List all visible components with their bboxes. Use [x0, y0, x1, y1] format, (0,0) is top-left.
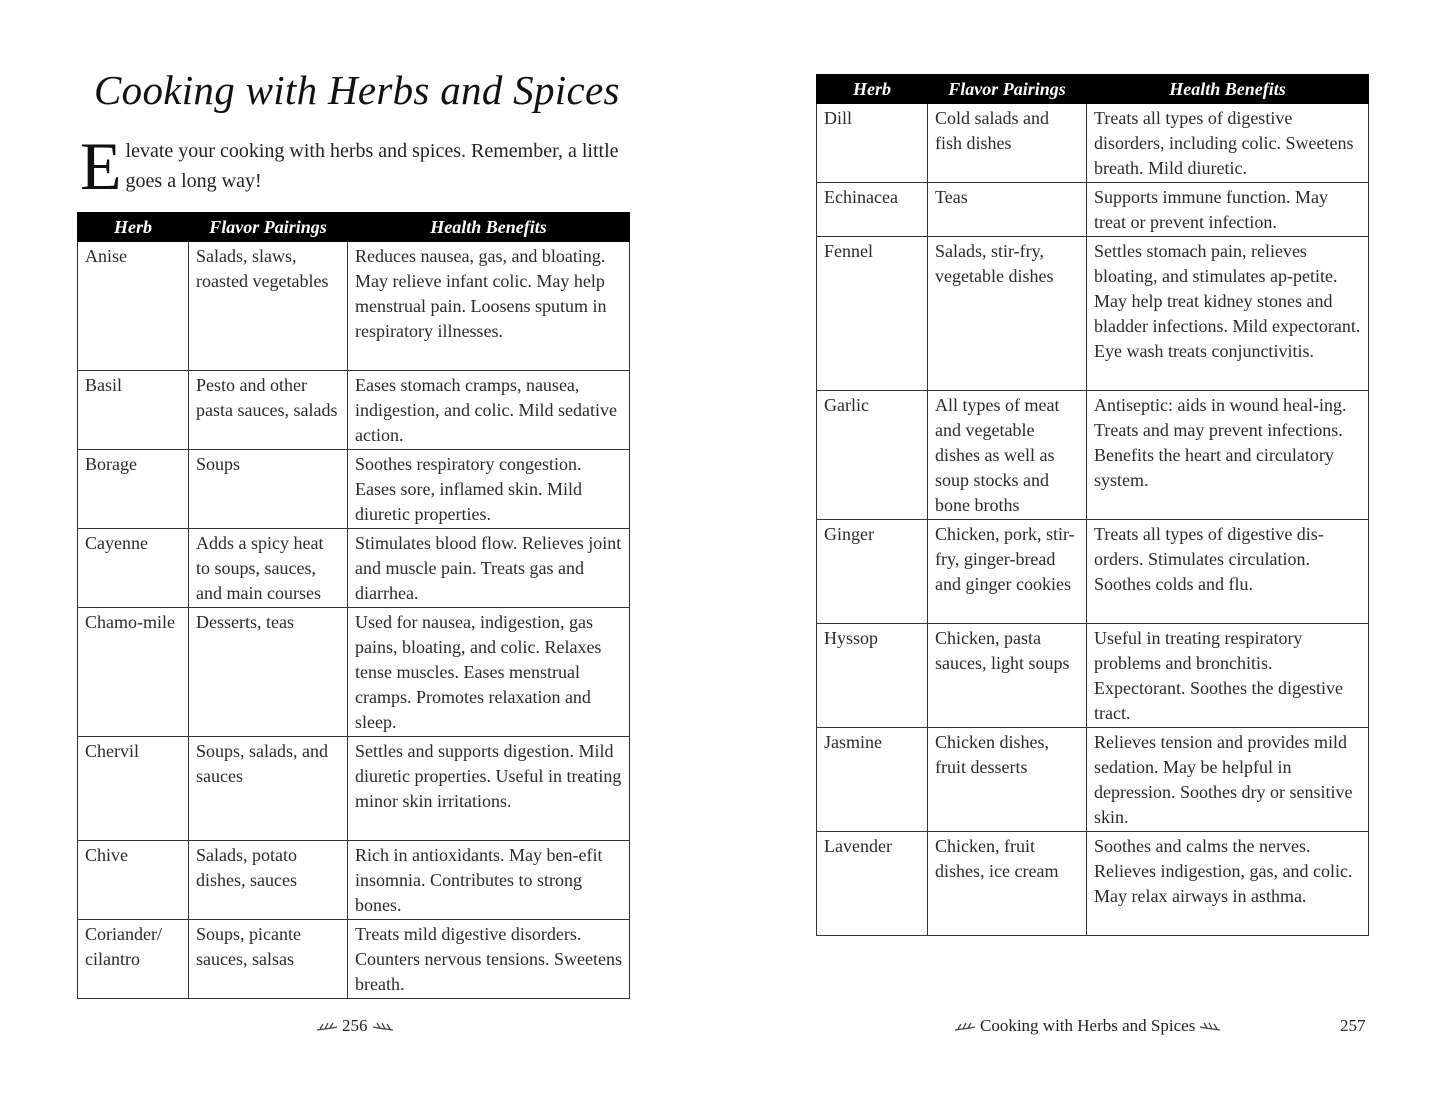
right-page [722, 0, 1445, 1101]
herb-name: Dill [817, 104, 928, 183]
flavor-pairings: Chicken, pasta sauces, light soups [928, 624, 1087, 728]
left-page [0, 0, 722, 1101]
health-benefits: Treats mild digestive disorders. Counters nervous tensions. Sweetens breath. [348, 920, 630, 999]
flavor-pairings: Salads, slaws, roasted vegetables [189, 242, 348, 371]
table-row [817, 728, 1369, 832]
leaf-ornament-icon [954, 1020, 976, 1032]
leaf-ornament-icon [316, 1020, 338, 1032]
page-number: 256 [342, 1016, 368, 1035]
herb-name: Cayenne [78, 529, 189, 608]
herb-name: Echinacea [817, 183, 928, 237]
header-flavor-pairings: Flavor Pairings [928, 75, 1087, 104]
health-benefits: Treats all types of digestive disorders, including colic. Sweetens breath. Mild diuretic. [1087, 104, 1369, 183]
health-benefits: Rich in antioxidants. May ben-efit insomnia. Contributes to strong bones. [348, 841, 630, 920]
flavor-pairings: Pesto and other pasta sauces, salads [189, 371, 348, 450]
table-row [78, 371, 630, 450]
header-health-benefits: Health Benefits [348, 213, 630, 242]
table-row [817, 237, 1369, 391]
table-header-row [817, 75, 1369, 104]
page-number: 257 [1340, 1016, 1366, 1035]
flavor-pairings: Cold salads and fish dishes [928, 104, 1087, 183]
health-benefits: Supports immune function. May treat or prevent infection. [1087, 183, 1369, 237]
herb-table-right [816, 74, 1369, 936]
table-row [78, 450, 630, 529]
flavor-pairings: Soups, picante sauces, salsas [189, 920, 348, 999]
health-benefits: Relieves tension and provides mild sedation. May be helpful in depression. Soothes dry or sensitive skin. [1087, 728, 1369, 832]
table-row [817, 183, 1369, 237]
page-title: Cooking with Herbs and Spices [94, 67, 620, 113]
table-row [817, 104, 1369, 183]
intro-paragraph [80, 128, 640, 204]
flavor-pairings: Adds a spicy heat to soups, sauces, and main courses [189, 529, 348, 608]
health-benefits: Settles stomach pain, relieves bloating, and stimulates ap-petite. May help treat kidney stones and bladder infections. Mild expectorant. Eye wash treats conjunctivitis. [1087, 237, 1369, 391]
drop-cap: E [80, 128, 122, 204]
header-herb: Herb [817, 75, 928, 104]
flavor-pairings: Soups, salads, and sauces [189, 737, 348, 841]
table-row [817, 624, 1369, 728]
health-benefits: Treats all types of digestive dis-orders. Stimulates circulation. Soothes colds and flu. [1087, 520, 1369, 624]
flavor-pairings: Chicken, fruit dishes, ice cream [928, 832, 1087, 936]
flavor-pairings: Salads, stir-fry, vegetable dishes [928, 237, 1087, 391]
health-benefits: Useful in treating respiratory problems and bronchitis. Expectorant. Soothes the digestive tract. [1087, 624, 1369, 728]
herb-name: Chive [78, 841, 189, 920]
health-benefits: Used for nausea, indigestion, gas pains, bloating, and colic. Relaxes tense muscles. Eases menstrual cramps. Promotes relaxation and sleep. [348, 608, 630, 737]
health-benefits: Stimulates blood flow. Relieves joint and muscle pain. Treats gas and diarrhea. [348, 529, 630, 608]
table-row [78, 242, 630, 371]
flavor-pairings: Soups [189, 450, 348, 529]
herb-name: Ginger [817, 520, 928, 624]
table-header-row [78, 213, 630, 242]
table-row [78, 529, 630, 608]
page-footer-left [316, 1016, 394, 1036]
flavor-pairings: Chicken, pork, stir-fry, ginger-bread and ginger cookies [928, 520, 1087, 624]
flavor-pairings: Teas [928, 183, 1087, 237]
leaf-ornament-icon [372, 1020, 394, 1032]
herb-name: Coriander/ cilantro [78, 920, 189, 999]
health-benefits: Reduces nausea, gas, and bloating. May relieve infant colic. May help menstrual pain. Loosens sputum in respiratory illnesses. [348, 242, 630, 371]
flavor-pairings: Salads, potato dishes, sauces [189, 841, 348, 920]
herb-name: Basil [78, 371, 189, 450]
herb-name: Fennel [817, 237, 928, 391]
table-row [817, 391, 1369, 520]
running-head [954, 1016, 1221, 1036]
flavor-pairings: Desserts, teas [189, 608, 348, 737]
flavor-pairings: All types of meat and vegetable dishes as well as soup stocks and bone broths [928, 391, 1087, 520]
health-benefits: Settles and supports digestion. Mild diuretic properties. Useful in treating minor skin irritations. [348, 737, 630, 841]
herb-name: Hyssop [817, 624, 928, 728]
table-row [78, 841, 630, 920]
table-row [817, 520, 1369, 624]
leaf-ornament-icon [1199, 1020, 1221, 1032]
herb-name: Jasmine [817, 728, 928, 832]
health-benefits: Eases stomach cramps, nausea, indigestion, and colic. Mild sedative action. [348, 371, 630, 450]
health-benefits: Soothes and calms the nerves. Relieves indigestion, gas, and colic. May relax airways in asthma. [1087, 832, 1369, 936]
herb-name: Anise [78, 242, 189, 371]
herb-name: Lavender [817, 832, 928, 936]
herb-name: Garlic [817, 391, 928, 520]
health-benefits: Soothes respiratory congestion. Eases sore, inflamed skin. Mild diuretic properties. [348, 450, 630, 529]
herb-name: Chamo-mile [78, 608, 189, 737]
header-flavor-pairings: Flavor Pairings [189, 213, 348, 242]
herb-name: Borage [78, 450, 189, 529]
running-head-text: Cooking with Herbs and Spices [980, 1016, 1196, 1035]
table-row [78, 608, 630, 737]
header-herb: Herb [78, 213, 189, 242]
table-row [78, 737, 630, 841]
table-row [78, 920, 630, 999]
herb-name: Chervil [78, 737, 189, 841]
intro-text: levate your cooking with herbs and spices. Remember, a little goes a long way! [125, 140, 619, 192]
header-health-benefits: Health Benefits [1087, 75, 1369, 104]
health-benefits: Antiseptic: aids in wound heal-ing. Treats and may prevent infections. Benefits the heart and circulatory system. [1087, 391, 1369, 520]
table-row [817, 832, 1369, 936]
flavor-pairings: Chicken dishes, fruit desserts [928, 728, 1087, 832]
herb-table-left [77, 212, 630, 999]
